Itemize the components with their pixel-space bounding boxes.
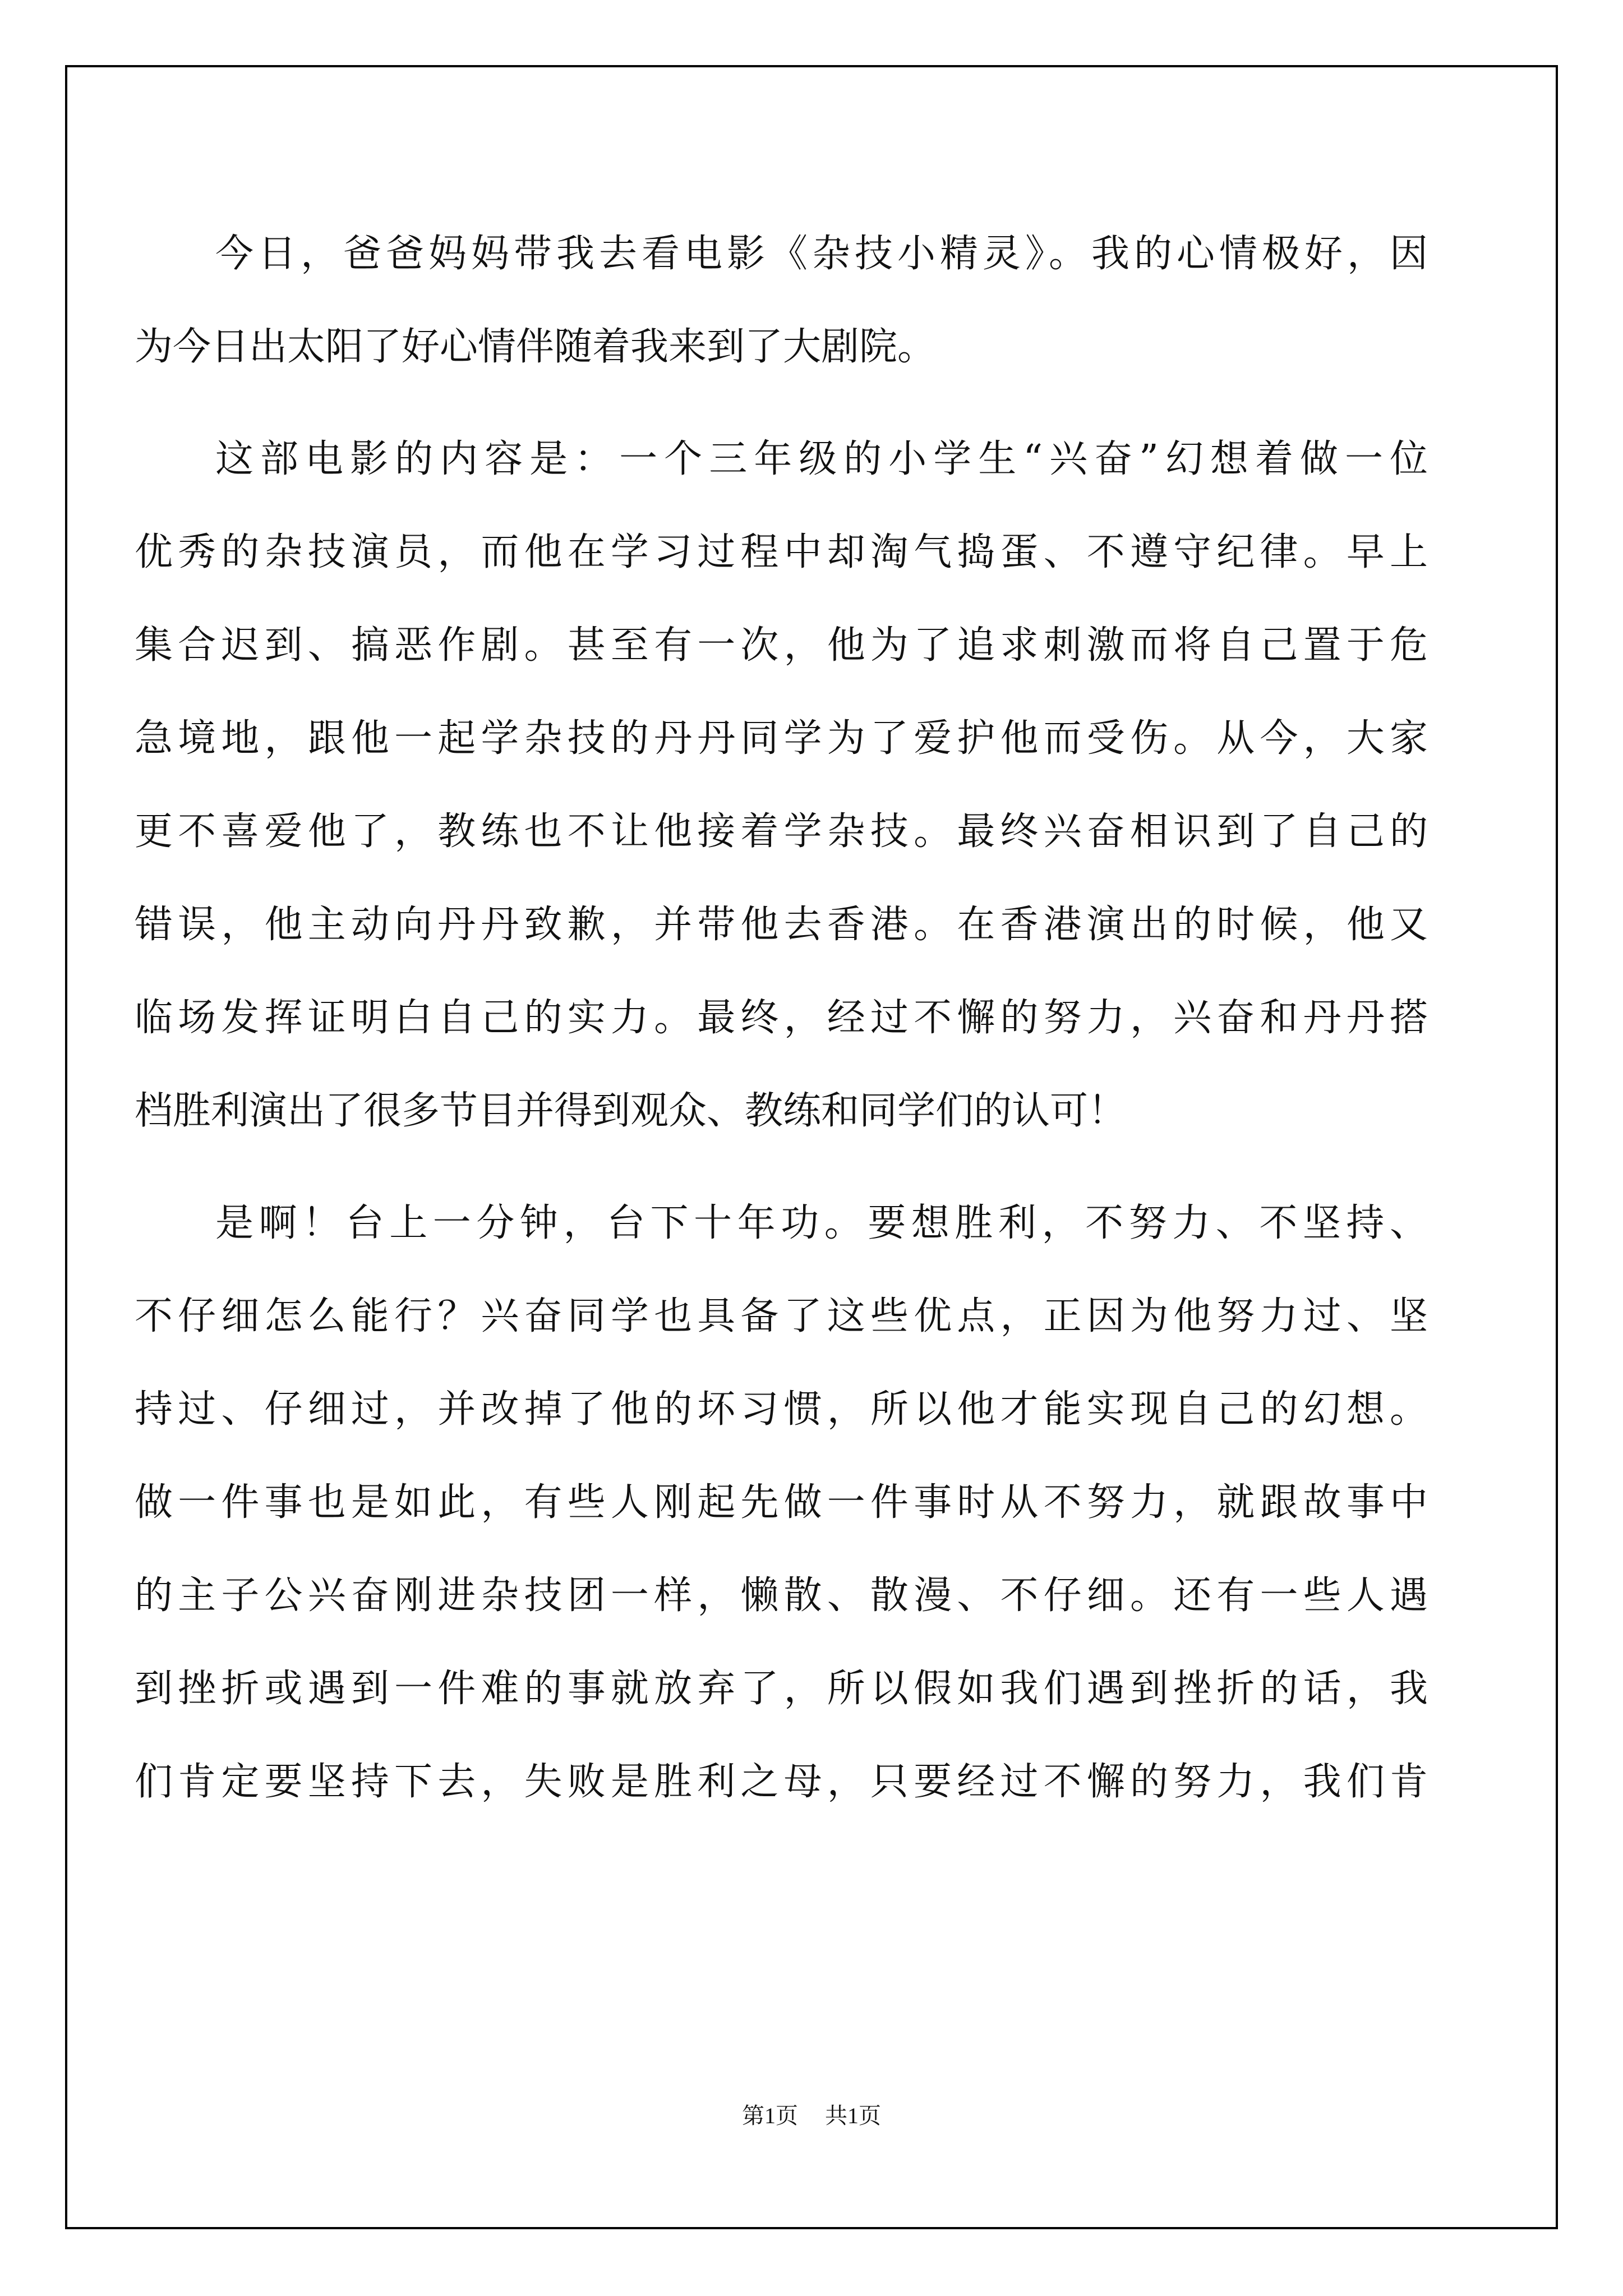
page-number: 第1页 xyxy=(742,2103,798,2128)
text-line: 为今日出太阳了好心情伴随着我来到了大剧院。 xyxy=(135,325,936,369)
text-line: 档胜利演出了很多节目并得到观众、教练和同学们的认可！ xyxy=(135,1089,1127,1133)
page-total: 共1页 xyxy=(825,2103,881,2128)
text-line: 今日，爸爸妈妈带我去看电影《杂技小精灵》。我的心情极好，因 xyxy=(215,232,1428,276)
text-line: 不仔细怎么能行？兴奋同学也具备了这些优点，正因为他努力过、坚 xyxy=(135,1294,1428,1338)
page-footer xyxy=(0,2098,1623,2130)
text-line: 错误，他主动向丹丹致歉，并带他去香港。在香港演出的时候，他又 xyxy=(135,903,1428,947)
text-line: 做一件事也是如此，有些人刚起先做一件事时从不努力，就跟故事中 xyxy=(135,1480,1428,1525)
document-body xyxy=(135,208,1428,1829)
text-line: 临场发挥证明白自己的实力。最终，经过不懈的努力，兴奋和丹丹搭 xyxy=(135,996,1428,1040)
text-line: 更不喜爱他了，教练也不让他接着学杂技。最终兴奋相识到了自己的 xyxy=(135,809,1428,854)
text-line: 持过、仔细过，并改掉了他的坏习惯，所以他才能实现自己的幻想。 xyxy=(135,1387,1428,1432)
text-line: 这部电影的内容是：一个三年级的小学生“兴奋”幻想着做一位 xyxy=(215,437,1428,481)
text-line: 优秀的杂技演员，而他在学习过程中却淘气捣蛋、不遵守纪律。早上 xyxy=(135,530,1428,574)
text-line: 们肯定要坚持下去，失败是胜利之母，只要经过不懈的努力，我们肯 xyxy=(135,1760,1428,1804)
text-line: 是啊！台上一分钟，台下十年功。要想胜利，不努力、不坚持、 xyxy=(215,1201,1428,1245)
text-line: 急境地，跟他一起学杂技的丹丹同学为了爱护他而受伤。从今，大家 xyxy=(135,716,1428,761)
text-line: 的主子公兴奋刚进杂技团一样，懒散、散漫、不仔细。还有一些人遇 xyxy=(135,1573,1428,1618)
text-line: 集合迟到、搞恶作剧。甚至有一次，他为了追求刺激而将自己置于危 xyxy=(135,623,1428,668)
text-line: 到挫折或遇到一件难的事就放弃了，所以假如我们遇到挫折的话，我 xyxy=(135,1667,1428,1711)
